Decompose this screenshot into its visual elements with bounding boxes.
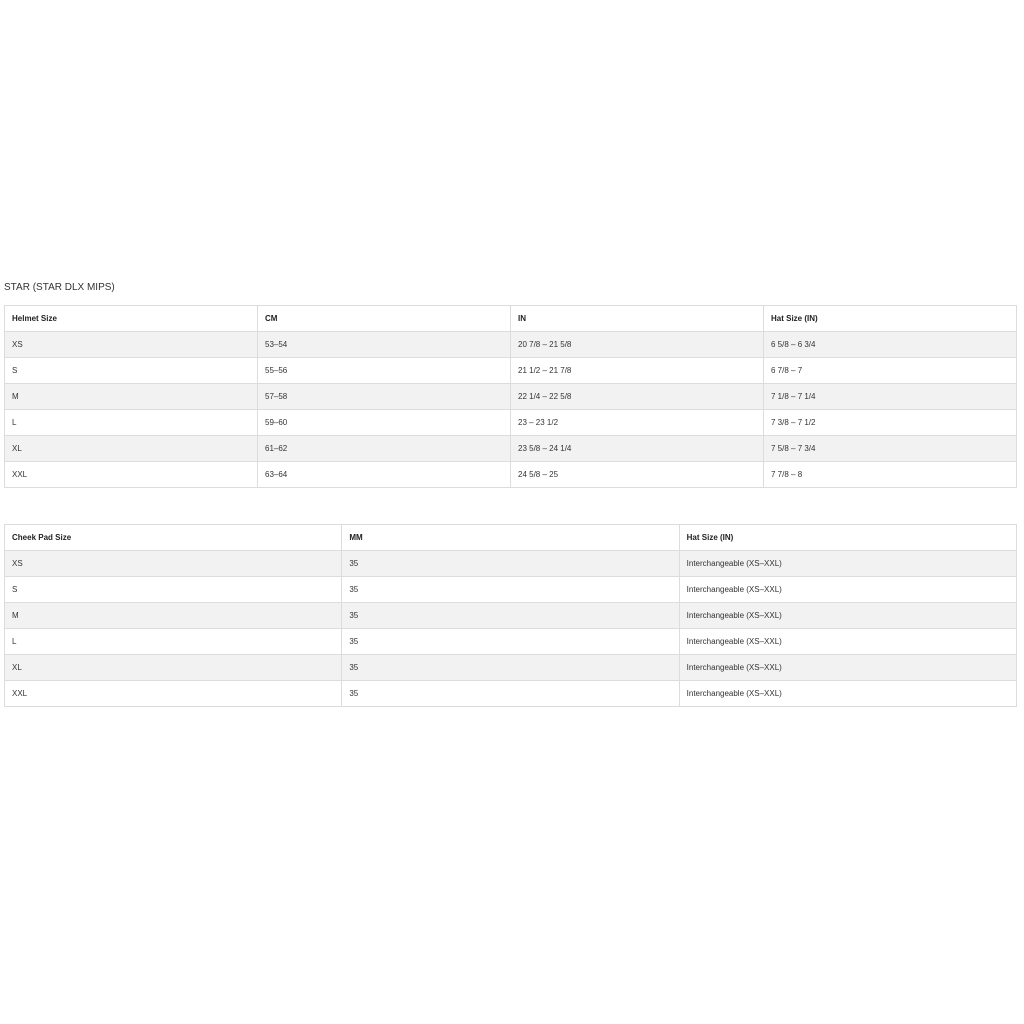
cell-hat-size: Interchangeable (XS–XXL) [679,551,1016,577]
table-row [5,462,1017,488]
header-cheek-pad-size: Cheek Pad Size [5,525,342,551]
cell-mm: 35 [342,577,679,603]
header-hat-size: Hat Size (IN) [679,525,1016,551]
table-row [5,332,1017,358]
cell-cm: 63–64 [258,462,511,488]
cell-size: XS [5,332,258,358]
table-row [5,358,1017,384]
table-header-row [5,306,1017,332]
cell-size: L [5,629,342,655]
cell-hat-size: Interchangeable (XS–XXL) [679,655,1016,681]
cell-in: 24 5/8 – 25 [511,462,764,488]
cell-size: M [5,603,342,629]
cell-cm: 53–54 [258,332,511,358]
cell-size: L [5,410,258,436]
cell-cm: 59–60 [258,410,511,436]
cell-mm: 35 [342,681,679,707]
cell-mm: 35 [342,655,679,681]
cell-mm: 35 [342,629,679,655]
table-row [5,436,1017,462]
cell-cm: 55–56 [258,358,511,384]
table-row [5,410,1017,436]
page-title: STAR (STAR DLX MIPS) [4,282,115,293]
table-row [5,603,1017,629]
header-hat-size: Hat Size (IN) [764,306,1017,332]
cell-hat-size: 7 3/8 – 7 1/2 [764,410,1017,436]
cell-hat-size: Interchangeable (XS–XXL) [679,681,1016,707]
cell-size: S [5,577,342,603]
cell-cm: 57–58 [258,384,511,410]
cheek-pad-size-table [4,524,1017,707]
cell-in: 23 – 23 1/2 [511,410,764,436]
cell-size: XS [5,551,342,577]
cell-hat-size: 7 1/8 – 7 1/4 [764,384,1017,410]
cell-hat-size: 7 7/8 – 8 [764,462,1017,488]
header-in: IN [511,306,764,332]
cell-mm: 35 [342,551,679,577]
header-helmet-size: Helmet Size [5,306,258,332]
cell-in: 22 1/4 – 22 5/8 [511,384,764,410]
helmet-size-table [4,305,1017,488]
cell-hat-size: 7 5/8 – 7 3/4 [764,436,1017,462]
cell-hat-size: Interchangeable (XS–XXL) [679,603,1016,629]
table-row [5,629,1017,655]
cell-hat-size: 6 7/8 – 7 [764,358,1017,384]
cell-hat-size: Interchangeable (XS–XXL) [679,577,1016,603]
table-header-row [5,525,1017,551]
cell-hat-size: 6 5/8 – 6 3/4 [764,332,1017,358]
cell-size: XXL [5,462,258,488]
table-row [5,681,1017,707]
table-row [5,655,1017,681]
cell-in: 23 5/8 – 24 1/4 [511,436,764,462]
cell-size: XL [5,436,258,462]
table-row [5,551,1017,577]
cell-mm: 35 [342,603,679,629]
cell-in: 21 1/2 – 21 7/8 [511,358,764,384]
header-cm: CM [258,306,511,332]
cell-size: M [5,384,258,410]
cell-size: XL [5,655,342,681]
header-mm: MM [342,525,679,551]
cell-size: XXL [5,681,342,707]
cell-cm: 61–62 [258,436,511,462]
cell-size: S [5,358,258,384]
table-row [5,384,1017,410]
table-row [5,577,1017,603]
cell-hat-size: Interchangeable (XS–XXL) [679,629,1016,655]
cell-in: 20 7/8 – 21 5/8 [511,332,764,358]
